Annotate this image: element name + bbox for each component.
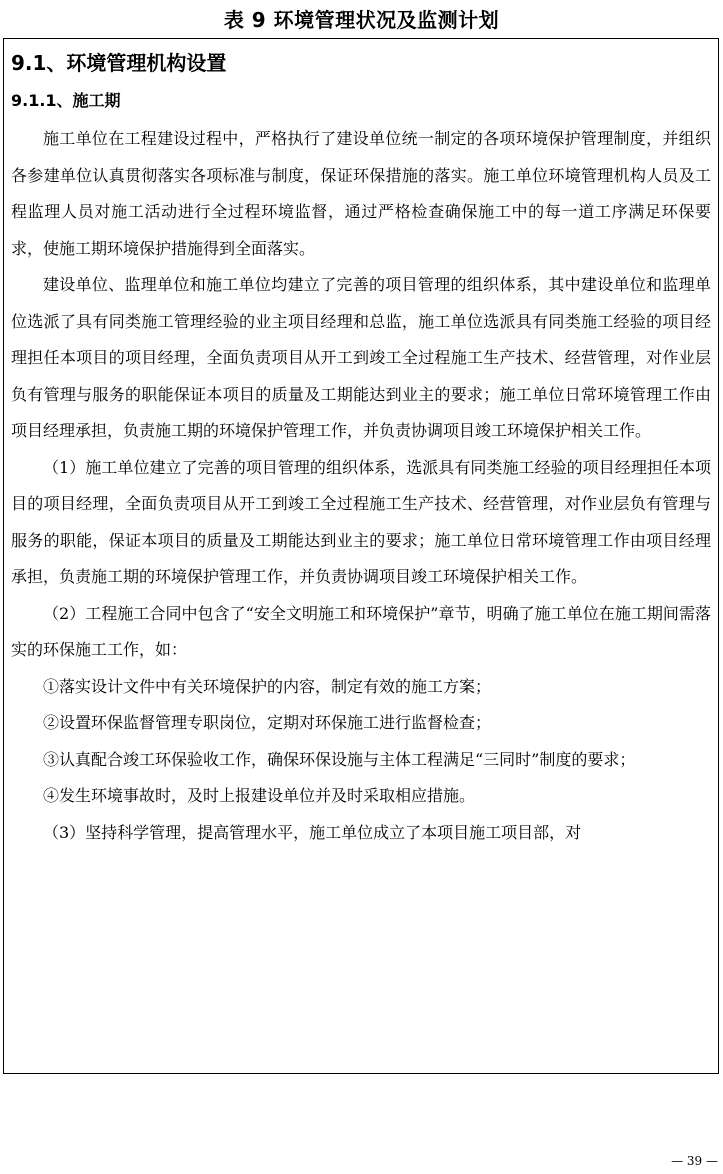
page-number: — 39 — bbox=[671, 1154, 718, 1168]
paragraph-3: （1）施工单位建立了完善的项目管理的组织体系，选派具有同类施工经验的项目经理担任本项目的项目经理，全面负责项目从开工到竣工全过程施工生产技术、经营管理，对作业层负有管理与服务的职能，保证本项目的质量及工期能达到业主的要求；施工单位日常环境管理工作由项目经理承担，负责施工期的环境保护管理工作，并负责协调项目竣工环境保护相关工作。 bbox=[11, 457, 711, 586]
paragraph-5: （3）坚持科学管理，提高管理水平，施工单位成立了本项目施工项目部，对 bbox=[43, 822, 582, 842]
table-title: 表 9 环境管理状况及监测计划 bbox=[223, 8, 500, 32]
list-item-1: ①落实设计文件中有关环境保护的内容，制定有效的施工方案； bbox=[43, 676, 492, 696]
content-body bbox=[4, 51, 718, 851]
paragraph-2: 建设单位、监理单位和施工单位均建立了完善的项目管理的组织体系，其中建设单位和监理单位选派了具有同类施工管理经验的业主项目经理和总监，施工单位选派具有同类施工经验的项目经理担任本项目的项目经理，全面负责项目从开工到竣工全过程施工生产技术、经营管理，对作业层负有管理与服务的职能保证本项目的质量及工期能达到业主的要求；施工单位日常环境管理工作由项目经理承担，负责施工期的环境保护管理工作，并负责协调项目竣工环境保护相关工作。 bbox=[11, 275, 711, 440]
section-title: 9.1、环境管理机构设置 bbox=[11, 51, 227, 75]
paragraph-4: （2）工程施工合同中包含了“安全文明施工和环境保护”章节，明确了施工单位在施工期间需落实的环保施工工作，如： bbox=[11, 603, 711, 659]
section-subtitle: 9.1.1、施工期 bbox=[11, 91, 121, 110]
list-item-4: ④发生环境事故时，及时上报建设单位并及时采取相应措施。 bbox=[43, 786, 476, 805]
list-item-3: ③认真配合竣工环保验收工作，确保环保设施与主体工程满足“三同时”制度的要求； bbox=[43, 749, 636, 769]
paragraph-1: 施工单位在工程建设过程中，严格执行了建设单位统一制定的各项环境保护管理制度，并组织各参建单位认真贯彻落实各项标准与制度，保证环保措施的落实。施工单位环境管理机构人员及工程监理人员对施工活动进行全过程环境监督，通过严格检查确保施工中的每一道工序满足环保要求，使施工期环境保护措施得到全面落实。 bbox=[11, 129, 711, 258]
content-frame bbox=[3, 38, 719, 1074]
list-item-2: ②设置环保监督管理专职岗位，定期对环保施工进行监督检查； bbox=[43, 713, 492, 732]
